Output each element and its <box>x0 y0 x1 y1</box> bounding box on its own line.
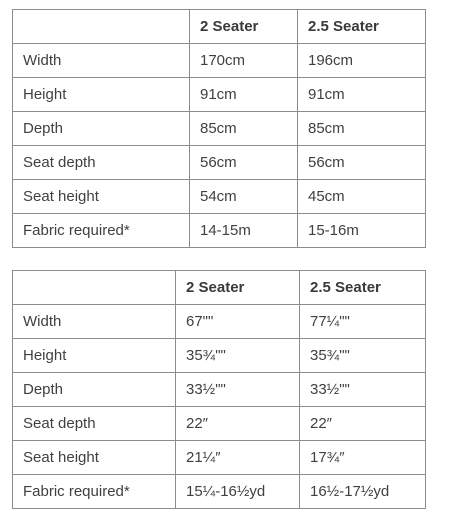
table-header-row <box>13 10 426 44</box>
cell-2-5-seater: 17¾″ <box>300 441 426 475</box>
table-row <box>13 214 426 248</box>
cell-2-seater: 85cm <box>190 112 298 146</box>
table-row <box>13 407 426 441</box>
cell-2-seater: 14-15m <box>190 214 298 248</box>
row-label: Width <box>13 44 190 78</box>
row-label: Fabric required* <box>13 475 176 509</box>
cell-2-seater: 35¾"" <box>176 339 300 373</box>
header-cell-empty <box>13 10 190 44</box>
row-label: Seat depth <box>13 407 176 441</box>
cell-2-5-seater: 77¼"" <box>300 305 426 339</box>
table-row <box>13 180 426 214</box>
header-cell-2-5-seater: 2.5 Seater <box>300 271 426 305</box>
cell-2-5-seater: 45cm <box>298 180 426 214</box>
table-header-row <box>13 271 426 305</box>
row-label: Seat depth <box>13 146 190 180</box>
header-cell-empty <box>13 271 176 305</box>
cell-2-5-seater: 196cm <box>298 44 426 78</box>
cell-2-seater: 54cm <box>190 180 298 214</box>
row-label: Seat height <box>13 441 176 475</box>
row-label: Fabric required* <box>13 214 190 248</box>
cell-2-5-seater: 56cm <box>298 146 426 180</box>
table-row <box>13 339 426 373</box>
table-row <box>13 305 426 339</box>
cell-2-seater: 56cm <box>190 146 298 180</box>
cell-2-5-seater: 22″ <box>300 407 426 441</box>
table-row <box>13 78 426 112</box>
cell-2-5-seater: 35¾"" <box>300 339 426 373</box>
table-row <box>13 441 426 475</box>
row-label: Width <box>13 305 176 339</box>
table-row <box>13 146 426 180</box>
table-row <box>13 44 426 78</box>
cell-2-seater: 91cm <box>190 78 298 112</box>
cell-2-5-seater: 33½"" <box>300 373 426 407</box>
cell-2-seater: 33½"" <box>176 373 300 407</box>
row-label: Height <box>13 78 190 112</box>
imperial-dimensions-table <box>12 270 426 509</box>
cell-2-seater: 21¼″ <box>176 441 300 475</box>
row-label: Height <box>13 339 176 373</box>
header-cell-2-5-seater: 2.5 Seater <box>298 10 426 44</box>
cell-2-5-seater: 85cm <box>298 112 426 146</box>
metric-dimensions-table <box>12 9 426 248</box>
table-row <box>13 112 426 146</box>
row-label: Depth <box>13 373 176 407</box>
cell-2-5-seater: 91cm <box>298 78 426 112</box>
cell-2-seater: 170cm <box>190 44 298 78</box>
row-label: Seat height <box>13 180 190 214</box>
row-label: Depth <box>13 112 190 146</box>
cell-2-5-seater: 15-16m <box>298 214 426 248</box>
cell-2-5-seater: 16½-17½yd <box>300 475 426 509</box>
cell-2-seater: 22″ <box>176 407 300 441</box>
cell-2-seater: 15¼-16½yd <box>176 475 300 509</box>
table-row <box>13 373 426 407</box>
cell-2-seater: 67"" <box>176 305 300 339</box>
header-cell-2-seater: 2 Seater <box>190 10 298 44</box>
header-cell-2-seater: 2 Seater <box>176 271 300 305</box>
table-row <box>13 475 426 509</box>
